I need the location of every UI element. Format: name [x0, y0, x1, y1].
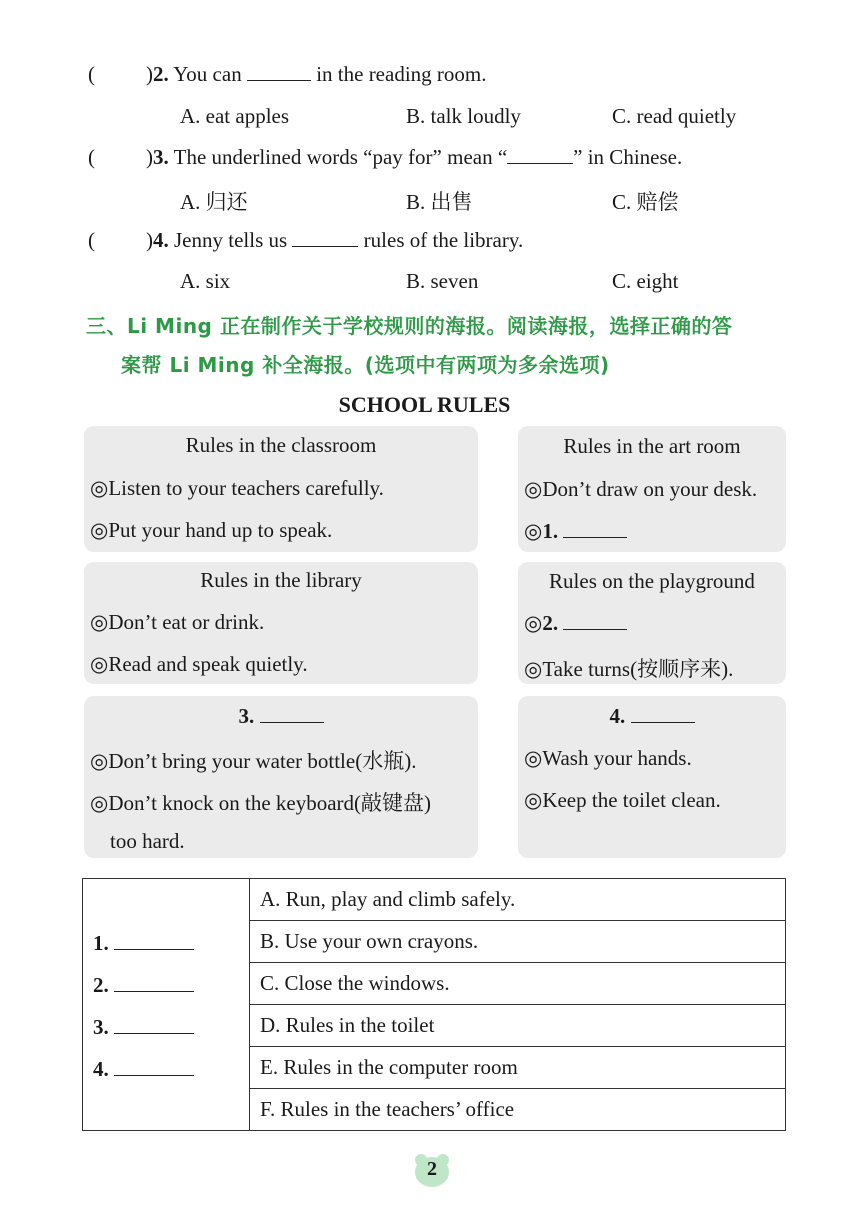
answer-line-4 — [93, 1057, 194, 1082]
rule-item: ◎Take turns(按顺序来). — [524, 657, 734, 681]
section-3-instruction-line1: 三、Li Ming 正在制作关于学校规则的海报。阅读海报，选择正确的答 — [86, 314, 733, 338]
answer-number: 3. — [93, 1015, 109, 1039]
option-cell-b: B. Use your own crayons. — [250, 921, 786, 963]
answer-blank[interactable] — [563, 629, 627, 630]
answer-blank[interactable] — [114, 1033, 194, 1034]
answer-line-3 — [93, 1015, 194, 1040]
rule-item: ◎Listen to your teachers carefully. — [90, 476, 384, 500]
question-pre: You can — [173, 62, 242, 86]
rule-bullet: ◎ — [524, 611, 543, 635]
answer-line-2 — [93, 973, 194, 998]
option-cell-d: D. Rules in the toilet — [250, 1005, 786, 1047]
rule-item: ◎Don’t bring your water bottle(水瓶). — [90, 749, 417, 773]
rule-item: ◎Don’t draw on your desk. — [524, 477, 758, 501]
question-number: 2. — [153, 62, 169, 86]
question-text: )4. Jenny tells us rules of the library. — [146, 228, 524, 252]
rules-box-library — [84, 562, 478, 684]
question-pre: The underlined words “pay for” mean “ — [173, 145, 508, 169]
blank-number: 4. — [609, 704, 626, 728]
rule-item-continued: too hard. — [110, 829, 185, 853]
option-c[interactable]: C. read quietly — [612, 104, 737, 128]
rule-item: ◎Put your hand up to speak. — [90, 518, 333, 542]
rules-box-blank-4 — [518, 696, 786, 858]
answer-blank[interactable] — [247, 80, 311, 81]
question-pre: Jenny tells us — [174, 228, 288, 252]
option-cell-a: A. Run, play and climb safely. — [250, 879, 786, 921]
answer-line-1 — [93, 931, 194, 956]
answer-blank[interactable] — [114, 1075, 194, 1076]
rule-item: ◎Keep the toilet clean. — [524, 788, 721, 812]
option-b[interactable]: B. seven — [406, 269, 479, 293]
box-title: Rules on the playground — [549, 569, 755, 593]
option-cell-c: C. Close the windows. — [250, 963, 786, 1005]
blank-number: 3. — [238, 704, 255, 728]
rules-box-classroom — [84, 426, 478, 552]
option-a[interactable]: A. 归还 — [180, 190, 248, 214]
option-b[interactable]: B. talk loudly — [406, 104, 521, 128]
rule-blank-1 — [524, 519, 627, 544]
answer-table — [82, 878, 786, 1131]
box-title-blank — [518, 704, 786, 729]
answer-number: 4. — [93, 1057, 109, 1081]
answer-blank[interactable] — [563, 537, 627, 538]
answer-blank[interactable] — [292, 246, 358, 247]
option-c[interactable]: C. eight — [612, 269, 679, 293]
rule-bullet: ◎ — [524, 519, 543, 543]
answer-blank[interactable] — [260, 722, 324, 723]
answer-paren-open: ( — [88, 145, 95, 169]
option-a[interactable]: A. eat apples — [180, 104, 290, 128]
rules-box-blank-3 — [84, 696, 478, 858]
option-cell-e: E. Rules in the computer room — [250, 1047, 786, 1089]
page-number-badge — [412, 1152, 452, 1188]
blank-number: 1. — [542, 519, 559, 543]
box-title: Rules in the art room — [563, 434, 741, 458]
answer-paren-open: ( — [88, 228, 95, 252]
question-post: rules of the library. — [363, 228, 524, 252]
rules-box-art-room — [518, 426, 786, 552]
poster-title: SCHOOL RULES — [338, 392, 511, 417]
blank-number: 2. — [542, 611, 559, 635]
question-text: )3. The underlined words “pay for” mean “ ” in Chinese. — [146, 145, 683, 169]
box-title: Rules in the classroom — [185, 433, 377, 457]
rule-blank-2 — [524, 611, 627, 636]
answer-blank[interactable] — [114, 991, 194, 992]
option-a[interactable]: A. six — [180, 269, 231, 293]
rule-item: ◎Don’t eat or drink. — [90, 610, 265, 634]
section-3-instruction-line2: 案帮 Li Ming 补全海报。(选项中有两项为多余选项) — [121, 353, 610, 377]
question-number: 3. — [153, 145, 169, 169]
answer-blank[interactable] — [114, 949, 194, 950]
question-post: ” in Chinese. — [573, 145, 683, 169]
answer-number: 2. — [93, 973, 109, 997]
answer-numbers-cell — [83, 879, 250, 1131]
question-post: in the reading room. — [316, 62, 487, 86]
answer-number: 1. — [93, 931, 109, 955]
option-b[interactable]: B. 出售 — [406, 190, 473, 214]
rule-item: ◎Don’t knock on the keyboard(敲键盘) — [90, 791, 432, 815]
rule-item: ◎Read and speak quietly. — [90, 652, 308, 676]
question-text: )2. You can in the reading room. — [146, 62, 487, 86]
question-number: 4. — [153, 228, 169, 252]
option-cell-f: F. Rules in the teachers’ office — [250, 1089, 786, 1131]
answer-paren-open: ( — [88, 62, 95, 86]
page-number: 2 — [427, 1158, 437, 1180]
option-c[interactable]: C. 赔偿 — [612, 190, 679, 214]
box-title: Rules in the library — [200, 568, 362, 592]
answer-blank[interactable] — [507, 163, 573, 164]
rules-box-playground — [518, 562, 786, 684]
box-title-blank — [84, 704, 478, 729]
answer-blank[interactable] — [631, 722, 695, 723]
rule-item: ◎Wash your hands. — [524, 746, 692, 770]
